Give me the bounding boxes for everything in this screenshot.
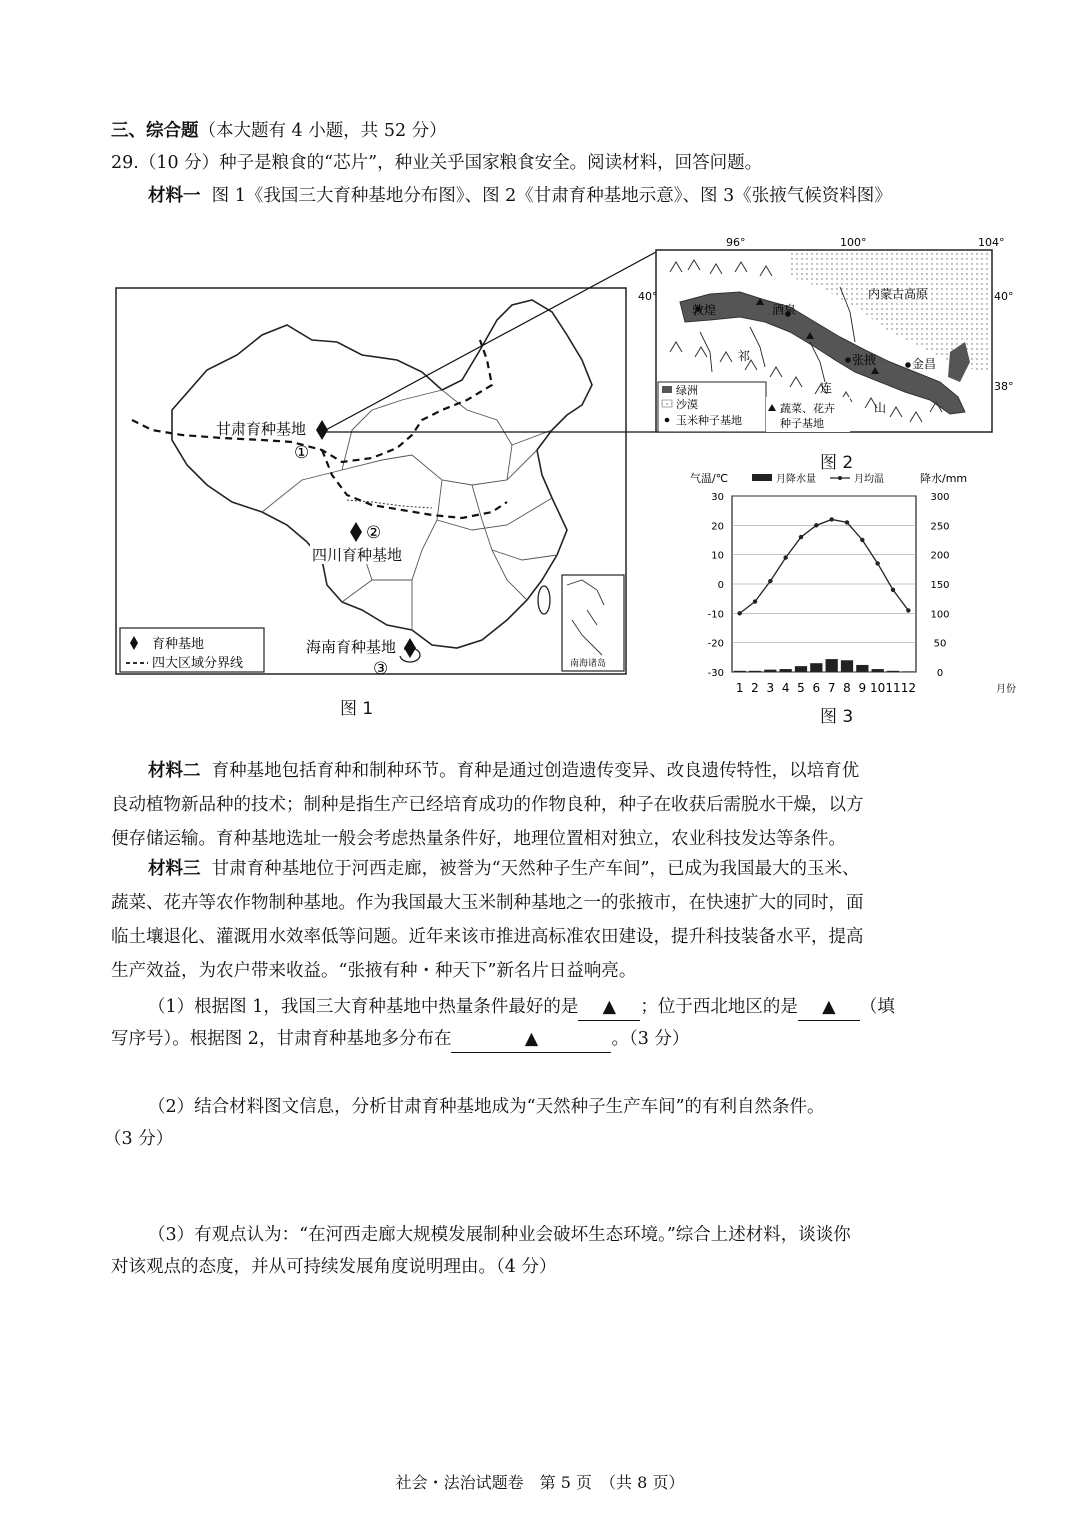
legend-corn-label: 玉米种子基地 [676, 414, 742, 427]
material-3-text-1: 甘肃育种基地位于河西走廊，被誉为“天然种子生产车间”，已成为我国最大的玉米、 [211, 859, 860, 879]
material-3-label: 材料三 [148, 859, 201, 879]
lon-100: 100° [840, 236, 867, 249]
right-tick-label: 50 [933, 638, 947, 650]
material-1-text: 图 1《我国三大育种基地分布图》、图 2《甘肃育种基地示意》、图 3《张掖气候资料图》 [211, 186, 892, 206]
gansu-base-label: 甘肃育种基地 [216, 420, 307, 438]
qilian-qi: 祁 [738, 349, 751, 363]
x-tick-label: 4 [781, 681, 790, 695]
lat-40-right: 40° [994, 290, 1014, 303]
precip-bar [856, 665, 868, 672]
left-axis-ticks [708, 492, 724, 679]
temp-point [829, 517, 833, 521]
temp-point [845, 520, 849, 524]
x-unit-label: 月份 [996, 684, 1016, 695]
x-axis-ticks [736, 681, 916, 695]
material-2-line-1 [148, 758, 859, 784]
material-3-line-2: 蔬菜、花卉等农作物制种基地。作为我国最大玉米制种基地之一的张掖市，在快速扩大的同时，面 [111, 893, 864, 913]
legend-oasis-swatch [662, 386, 672, 393]
lon-104: 104° [978, 236, 1005, 249]
legend-precip-label: 月降水量 [776, 474, 816, 485]
gansu-base-number: ① [294, 443, 310, 463]
legend-desert-label: 沙漠 [676, 398, 698, 411]
legend-oasis-label: 绿洲 [676, 384, 698, 397]
zhangye-dot [845, 357, 851, 363]
y-right-label: 降水/mm [920, 472, 968, 485]
precip-bar [841, 660, 853, 672]
dunhuang-label: 敦煌 [692, 303, 717, 317]
temp-point [768, 579, 772, 583]
section-subtitle: （本大题有 4 小题，共 52 分） [198, 121, 447, 141]
right-tick-label: 200 [930, 550, 950, 562]
precip-bar [872, 669, 884, 672]
right-axis-ticks [930, 492, 949, 679]
right-tick-label: 0 [936, 668, 944, 679]
precip-bar [795, 666, 807, 672]
temp-point [799, 535, 803, 539]
x-tick-label: 9 [858, 681, 867, 695]
q1-blank-1[interactable] [578, 994, 640, 1021]
x-tick-label: 12 [900, 681, 916, 695]
precip-bar [749, 671, 761, 672]
q3-line-1: （3）有观点认为：“在河西走廊大规模发展制种业会破坏生态环境。”综合上述材料，谈谈你 [148, 1225, 851, 1245]
x-tick-label: 1 [735, 681, 744, 695]
left-tick-label: 0 [717, 580, 724, 591]
jinchang-dot [905, 362, 911, 368]
x-tick-label: 6 [812, 681, 821, 695]
q1-blank-2-mark: ▲ [822, 997, 836, 1017]
legend-temp-dot [838, 476, 842, 480]
temp-point [860, 538, 864, 542]
q1-blank-2[interactable] [798, 994, 860, 1021]
material-2-text-1: 育种基地包括育种和制种环节。育种是通过创造遗传变异、改良遗传特性，以培育优 [211, 761, 860, 781]
x-tick-label: 3 [766, 681, 775, 695]
legend-desert-swatch [662, 400, 672, 407]
q1-text-2: ；位于西北地区的是 [640, 997, 798, 1017]
figure-1-caption: 图 1 [340, 699, 374, 719]
left-tick-label: -30 [707, 668, 724, 679]
figure-2-caption: 图 2 [820, 453, 854, 473]
material-1 [148, 183, 892, 209]
q2-line-1: （2）结合材料图文信息，分析甘肃育种基地成为“天然种子生产车间”的有利自然条件。 [148, 1097, 825, 1117]
hainan-base-number: ③ [373, 659, 389, 679]
q1-blank-3[interactable] [451, 1026, 611, 1053]
left-tick-label: 30 [711, 492, 724, 503]
material-1-label: 材料一 [148, 186, 201, 206]
left-tick-label: 20 [711, 521, 724, 533]
qilian-lian: 连 [820, 381, 833, 395]
section-title: 三、综合题 [111, 121, 199, 141]
precip-bar [764, 670, 776, 672]
precip-bar [810, 663, 822, 672]
temp-point [875, 561, 879, 565]
material-3-line-1 [148, 856, 860, 882]
inner-mongolia-label: 内蒙古高原 [868, 287, 929, 301]
sichuan-base-number: ② [366, 523, 382, 543]
q1-text-1: （1）根据图 1，我国三大育种基地中热量条件最好的是 [148, 997, 579, 1017]
left-tick-label: 10 [711, 550, 724, 562]
q1-line-2 [111, 1026, 689, 1053]
legend-temp-label: 月均温 [854, 474, 884, 485]
left-tick-label: -10 [707, 609, 724, 621]
temp-point [737, 611, 741, 615]
temp-point [783, 555, 787, 559]
q1-blank-1-mark: ▲ [602, 997, 617, 1017]
precip-bar [826, 659, 838, 672]
temp-point [906, 608, 910, 612]
zhangye-label: 张掖 [852, 353, 877, 367]
figure-2-map [640, 232, 1020, 444]
precip-bar [902, 671, 914, 672]
material-2-label: 材料二 [148, 761, 201, 781]
legend-boundary-label: 四大区域分界线 [152, 656, 244, 671]
x-tick-label: 8 [843, 681, 851, 695]
x-tick-label: 7 [827, 681, 836, 695]
precip-bar [780, 669, 792, 672]
lat-38: 38° [994, 380, 1014, 393]
jinchang-label: 金昌 [912, 357, 937, 371]
q1-blank-3-mark: ▲ [524, 1029, 539, 1049]
q1-line-1 [148, 994, 895, 1021]
figure-connector-lines [318, 248, 663, 438]
question-prompt: 种子是粮食的“芯片”，种业关乎国家粮食安全。阅读材料，回答问题。 [219, 153, 763, 173]
inset-label: 南海诸岛 [570, 659, 607, 669]
y-left-label: 气温/℃ [690, 472, 729, 485]
question-29-stem [111, 150, 762, 176]
lon-96: 96° [726, 236, 746, 249]
connector-top [322, 252, 656, 432]
right-tick-label: 100 [930, 609, 950, 621]
legend-precip-swatch [752, 474, 772, 481]
legend-corn-dot [665, 418, 670, 423]
temp-points [737, 517, 910, 615]
temp-point [753, 599, 757, 603]
jiuquan-label: 酒泉 [772, 303, 797, 317]
x-tick-label: 10 [870, 681, 886, 695]
precip-bar [887, 671, 899, 672]
figure-3-caption: 图 3 [820, 707, 854, 727]
lat-40-left: 40° [638, 290, 658, 303]
temp-line [740, 519, 909, 613]
right-tick-label: 250 [930, 521, 950, 533]
material-2-line-2: 良动植物新品种的技术；制种是指生产已经培育成功的作物良种，种子在收获后需脱水干燥，以方 [111, 795, 864, 815]
precip-bars [734, 659, 915, 672]
q1-text-4: 写序号）。根据图 2，甘肃育种基地多分布在 [111, 1029, 452, 1049]
legend-veg-label-2: 种子基地 [780, 417, 824, 430]
sichuan-base-label: 四川育种基地 [312, 546, 403, 564]
left-tick-label: -20 [707, 638, 724, 650]
x-tick-label: 5 [797, 681, 805, 695]
section-header [111, 118, 447, 144]
q3-line-2: 对该观点的态度，并从可持续发展角度说明理由。（4 分） [111, 1257, 557, 1277]
q1-text-3: （填 [859, 997, 895, 1017]
temp-point [891, 588, 895, 592]
x-tick-label: 2 [751, 681, 759, 695]
q2-line-2: （3 分） [104, 1129, 174, 1149]
qilian-shan: 山 [874, 401, 887, 415]
question-number: 29.（10 分） [111, 153, 220, 173]
south-china-sea-inset [562, 575, 624, 671]
material-3-line-3: 临土壤退化、灌溉用水效率低等问题。近年来该市推进高标准农田建设，提升科技装备水平，提高 [111, 927, 864, 947]
x-tick-label: 11 [885, 681, 901, 695]
legend-base-label: 育种基地 [152, 637, 205, 652]
right-tick-label: 300 [930, 492, 950, 503]
legend-veg-label-1: 蔬菜、花卉 [780, 402, 835, 415]
temp-point [814, 523, 818, 527]
q1-text-5: 。（3 分） [611, 1029, 690, 1049]
material-2-line-3: 便存储运输。育种基地选址一般会考虑热量条件好，地理位置相对独立，农业科技发达等条件。 [111, 829, 846, 849]
figure-3-climate-chart [670, 468, 1030, 700]
page-footer: 社会・法治试题卷 第 5 页 （共 8 页） [395, 1473, 685, 1492]
hainan-base-label: 海南育种基地 [306, 638, 397, 656]
material-3-line-4: 生产效益，为农户带来收益。“张掖有种・种天下”新名片日益响亮。 [111, 961, 637, 981]
right-tick-label: 150 [930, 580, 950, 591]
precip-bar [734, 671, 746, 672]
